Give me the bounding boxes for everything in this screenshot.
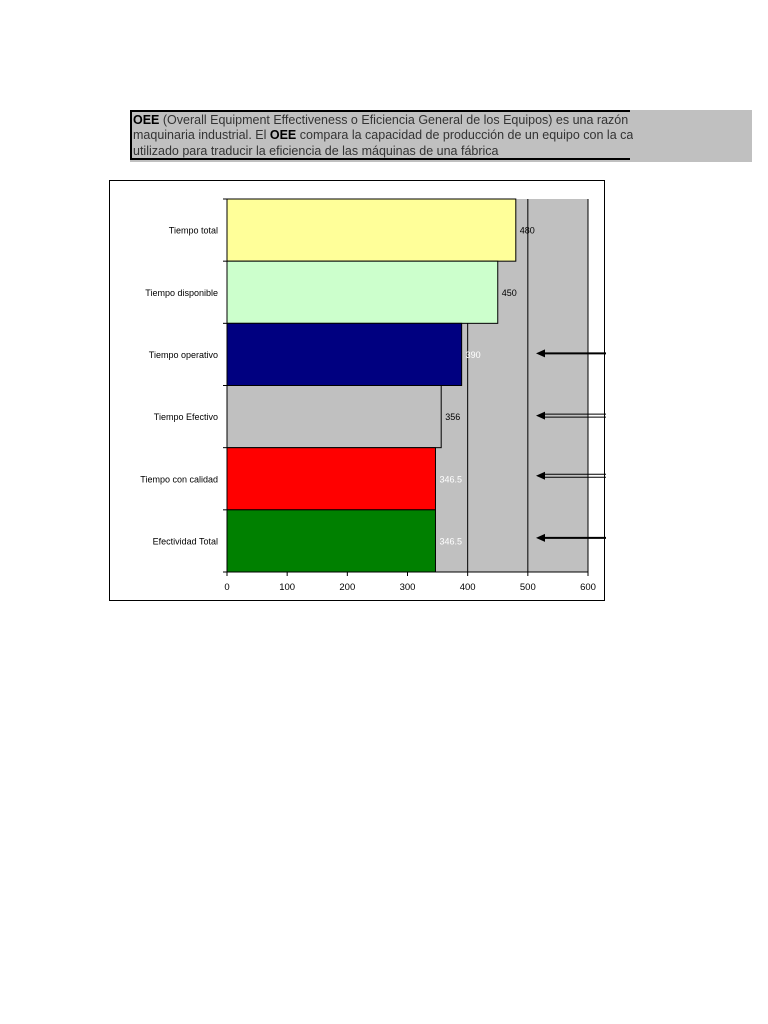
oee-chart [109, 180, 605, 601]
x-tick-label-600: 600 [580, 582, 596, 593]
x-tick-label-500: 500 [519, 582, 536, 593]
oee-description-box [130, 110, 752, 162]
note-line-2-text-a: maquinaria industrial. El [133, 128, 270, 143]
category-label-4: Tiempo con calidad [140, 474, 218, 485]
category-label-3: Tiempo Efectivo [153, 412, 218, 423]
bar-4 [227, 448, 435, 510]
x-tick-label-400: 400 [459, 582, 476, 593]
note-line-3: utilizado para traducir la eficiencia de las máquinas de una fábrica [133, 143, 499, 158]
data-label-2: 390 [465, 349, 481, 360]
x-tick-label-100: 100 [279, 582, 296, 593]
note-bold-oee-1: OEE [133, 113, 160, 127]
note-line-2 [133, 128, 633, 143]
bar-1 [227, 261, 498, 323]
data-label-4: 346.5 [439, 474, 463, 485]
note-line-1 [133, 113, 633, 128]
note-line-2-text-b: compara la capacidad de producción de un equipo con la ca [296, 128, 633, 143]
category-label-1: Tiempo disponible [145, 287, 218, 298]
note-line-1-text: (Overall Equipment Effectiveness o Eficiencia General de los Equipos) es una razón [159, 113, 629, 127]
x-tick-label-200: 200 [339, 582, 356, 593]
data-label-5: 346.5 [439, 536, 463, 547]
category-label-5: Efectividad Total [152, 536, 218, 547]
bar-3 [227, 386, 441, 448]
category-label-0: Tiempo total [168, 225, 218, 236]
category-label-2: Tiempo operativo [148, 349, 218, 360]
bar-0 [227, 199, 516, 261]
note-bold-oee-2: OEE [269, 128, 297, 143]
oee-bar-chart-svg [110, 181, 606, 602]
data-label-1: 450 [501, 287, 517, 298]
oee-description-text [133, 113, 633, 161]
data-label-0: 480 [519, 225, 535, 236]
bar-2 [227, 323, 462, 385]
bar-5 [227, 510, 435, 572]
x-tick-label-300: 300 [399, 582, 416, 593]
x-tick-label-0: 0 [224, 582, 230, 593]
data-label-3: 356 [445, 412, 461, 423]
